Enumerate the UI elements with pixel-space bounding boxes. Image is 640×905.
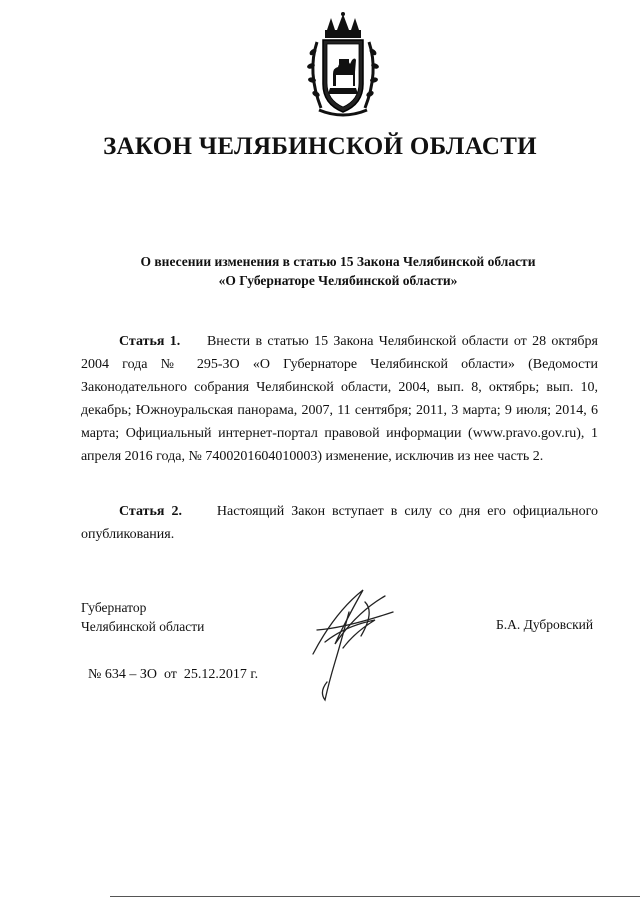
article-1-lead: Статья 1. <box>119 334 181 349</box>
article-2-text: Настоящий Закон вступает в силу со дня его официального опубликования. <box>81 504 598 542</box>
signer-position-line-1: Губернатор <box>81 600 147 615</box>
document-subtitle <box>0 252 640 290</box>
handwritten-signature <box>305 582 400 707</box>
article-1 <box>81 330 598 468</box>
article-2 <box>81 500 598 546</box>
law-number-date: № 634 – ЗО от 25.12.2017 г. <box>88 667 259 682</box>
document-title: ЗАКОН ЧЕЛЯБИНСКОЙ ОБЛАСТИ <box>103 133 537 160</box>
article-2-lead: Статья 2. <box>119 504 182 519</box>
signer-position-line-2: Челябинской области <box>81 619 205 634</box>
subtitle-line-2: «О Губернаторе Челябинской области» <box>218 273 458 288</box>
signer-name: Б.А. Дубровский <box>496 617 594 632</box>
footer-divider <box>110 896 640 897</box>
subtitle-line-1: О внесении изменения в статью 15 Закона Челябинской области <box>140 254 536 269</box>
signer-position <box>81 598 204 636</box>
article-1-text: Внести в статью 15 Закона Челябинской области от 28 октября 2004 года № 295-ЗО «О Губернаторе Челябинской области» (Ведомости Законодательного собрания Челябинской области, 2004, вып. 8, октябрь; вып. 10, декабрь; Южноуральская панорама, 2007, 11 сентября; 2011, 3 марта; 9 июля; 2014, 6 марта; Официальный интернет-портал правовой информации (www.pravo.gov.ru), 1 апреля 2016 года, № 7400201604010003) изменение, исключив из нее часть 2. <box>81 334 598 464</box>
coat-of-arms-icon <box>303 12 383 122</box>
